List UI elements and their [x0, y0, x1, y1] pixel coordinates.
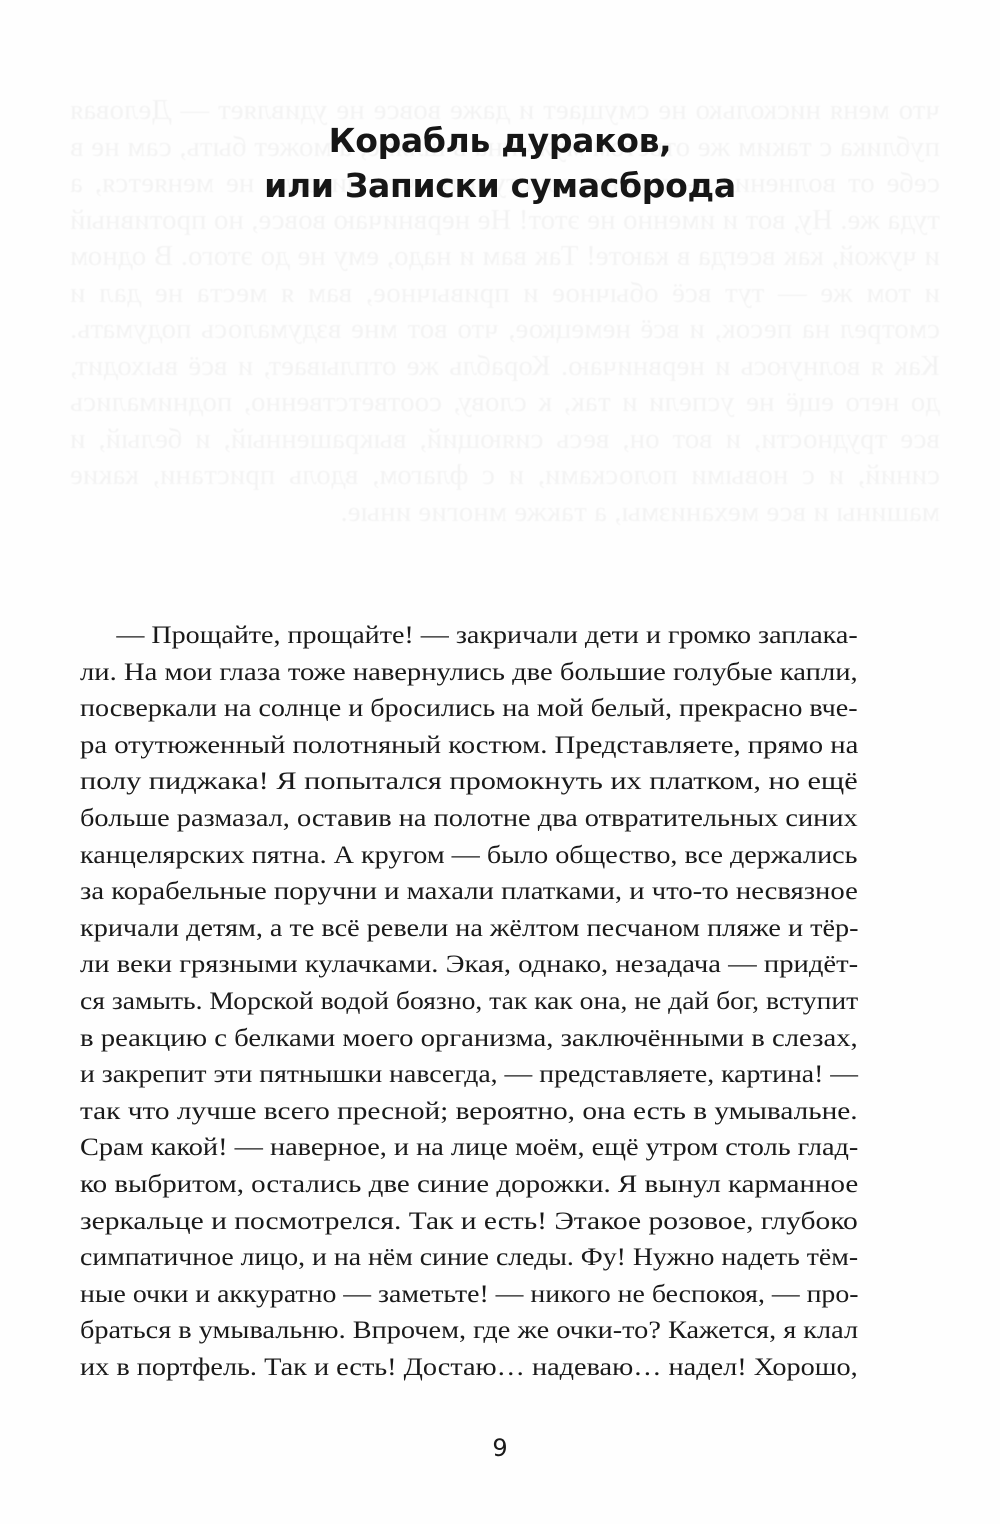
text-line: ли. На мои глаза тоже навернулись две большие голубые капли,: [80, 656, 858, 686]
text-line: ные очки и аккуратно — заметьте! — никого не беспокоя, — про-: [80, 1278, 859, 1308]
text-line: браться в умывальню. Впрочем, где же очки-то? Кажется, я клал: [80, 1315, 859, 1345]
text-line: зеркальце и посмотрелся. Так и есть! Этакое розовое, глубоко: [80, 1205, 858, 1235]
text-line: больше размазал, оставив на полотне два отвратительных синих: [80, 802, 858, 832]
text-line: канцелярских пятна. А кругом — было общество, все держались: [80, 839, 858, 869]
text-line: ко выбритом, остались две синие дорожки. Я вынул карманное: [80, 1168, 859, 1198]
text-line: и закрепит эти пятнышки навсегда, — представляете, картина! —: [80, 1059, 859, 1089]
text-line: ся замыть. Морской водой боязно, так как она, не дай бог, вступит: [80, 985, 859, 1015]
text-line: ра отутюженный полотняный костюм. Представляете, прямо на: [80, 729, 859, 759]
text-line: в реакцию с белками моего организма, заключёнными в слезах,: [80, 1022, 858, 1052]
text-line: посверкали на солнце и бросились на мой белый, прекрасно вче-: [80, 693, 858, 723]
text-line: за корабельные поручни и махали платками, и что-то несвязное: [80, 876, 858, 906]
text-line: их в портфель. Так и есть! Достаю… надеваю… надел! Хорошо,: [80, 1351, 858, 1381]
text-line: Срам какой! — наверное, и на лице моём, ещё утром столь глад-: [80, 1132, 859, 1162]
chapter-title-line-1: Корабль дураков,: [328, 121, 672, 161]
text-line: так что лучше всего пресной; вероятно, она есть в умывальне.: [80, 1095, 858, 1125]
chapter-title-line-2: или Записки сумасброда: [264, 166, 736, 206]
text-line: — Прощайте, прощайте! — закричали дети и громко заплака-: [116, 620, 858, 649]
chapter-title: [0, 118, 1000, 208]
text-line: ли веки грязными кулачками. Экая, однако, незадача — придёт-: [80, 949, 859, 979]
page-number: 9: [492, 1434, 508, 1462]
text-line: полу пиджака! Я попытался промокнуть их платком, но ещё: [80, 766, 858, 796]
body-paragraph: [80, 617, 858, 1385]
text-line: кричали детям, а те всё ревели на жёлтом песчаном пляже и тёр-: [80, 912, 859, 942]
text-line: симпатичное лицо, и на нём синие следы. Фу! Нужно надеть тём-: [80, 1242, 859, 1272]
